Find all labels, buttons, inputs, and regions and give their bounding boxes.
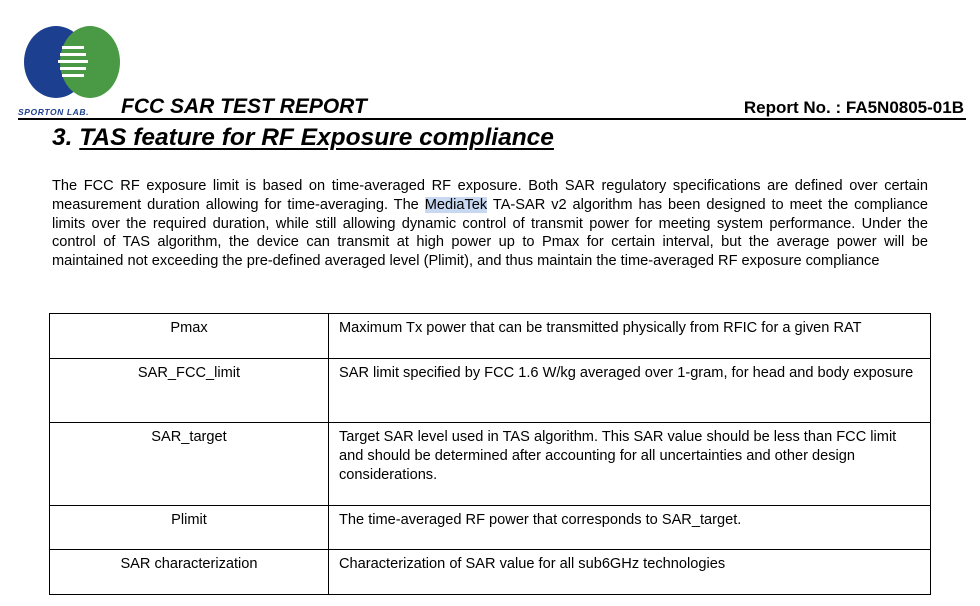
intro-text-start: The FCC RF exposure limit is based on time-averaged RF exposure. Both SAR regulatory specifications are defined over certain measurement duration allowing for time-averaging. The xyxy=(52,178,928,213)
header-divider xyxy=(18,118,966,120)
section-title: TAS feature for RF Exposure compliance xyxy=(79,124,554,151)
description-cell: Maximum Tx power that can be transmitted physically from RFIC for a given RAT xyxy=(329,314,931,359)
description-cell: Characterization of SAR value for all sub6GHz technologies xyxy=(329,550,931,595)
definitions-table xyxy=(49,313,931,595)
table-row xyxy=(50,359,931,423)
table-row xyxy=(50,550,931,595)
logo-text: SPORTON LAB. xyxy=(18,107,90,117)
table-row xyxy=(50,423,931,506)
term-cell: Plimit xyxy=(50,506,329,550)
intro-paragraph xyxy=(52,177,928,271)
highlighted-text[interactable]: MediaTek xyxy=(424,196,488,213)
term-cell: SAR characterization xyxy=(50,550,329,595)
sporton-logo-icon xyxy=(22,24,122,114)
intro-text-end: TA-SAR v2 algorithm has been designed to meet the compliance limits over the required duration, while still allowing dynamic control of transmit power for meeting system performance. Under the control of TAS algorithm, the device can transmit at high power up to Pmax for certain interval, but the average power will be maintained not exceeding the pre-defined averaged level (Plimit), and thus maintain the time-averaged RF exposure compliance xyxy=(52,196,928,270)
term-cell: SAR_target xyxy=(50,423,329,506)
description-cell: The time-averaged RF power that corresponds to SAR_target. xyxy=(329,506,931,550)
section-number: 3. xyxy=(52,124,73,151)
section-heading xyxy=(52,124,554,152)
description-cell: SAR limit specified by FCC 1.6 W/kg averaged over 1-gram, for head and body exposure xyxy=(329,359,931,423)
report-title: FCC SAR TEST REPORT xyxy=(121,95,367,118)
table-row xyxy=(50,314,931,359)
term-cell: Pmax xyxy=(50,314,329,359)
report-number: Report No. : FA5N0805-01B xyxy=(743,98,964,117)
table-row xyxy=(50,506,931,550)
description-cell: Target SAR level used in TAS algorithm. This SAR value should be less than FCC limit and should be determined after accounting for all uncertainties and other design considerations. xyxy=(329,423,931,506)
term-cell: SAR_FCC_limit xyxy=(50,359,329,423)
